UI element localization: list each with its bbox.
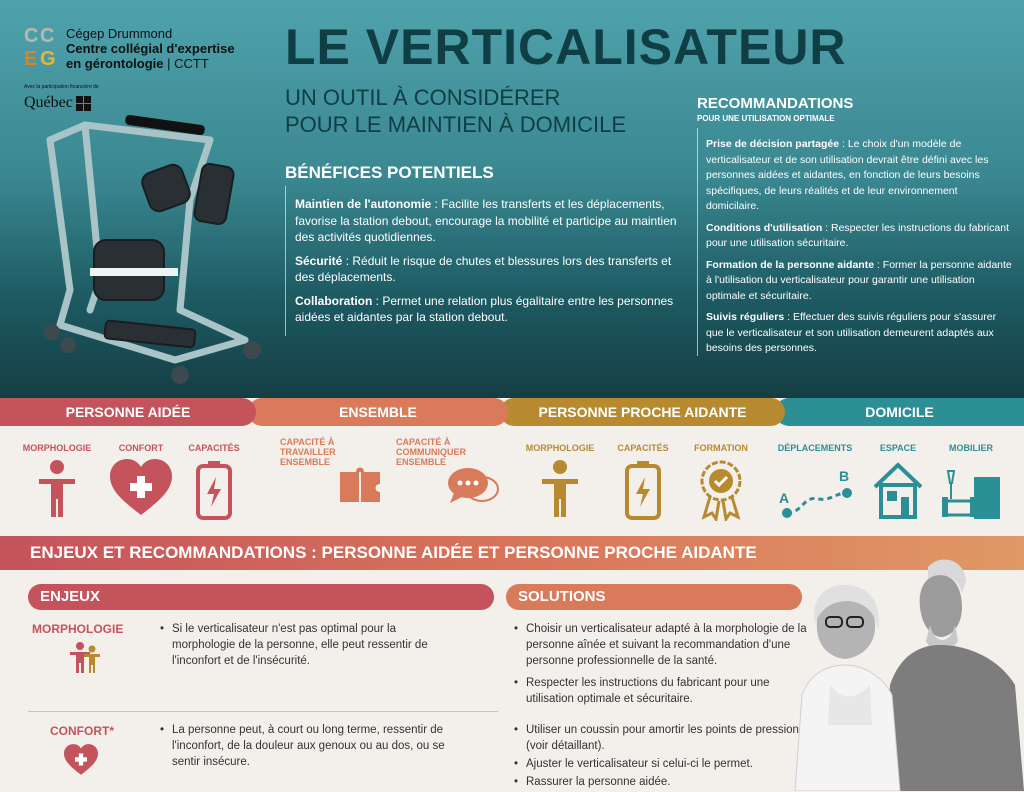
row-label-confort: CONFORT* xyxy=(50,724,114,738)
enjeu-item: • Si le verticalisateur n'est pas optimal pour la morphologie de la personne, elle peut ressentir de l'inconfort et de l'insécurité. xyxy=(160,621,460,669)
category-domicile: DOMICILE xyxy=(775,398,1024,426)
icon-capacites-aidante xyxy=(612,443,674,523)
fleur-de-lis-icon xyxy=(76,96,91,111)
icon-mobilier xyxy=(938,443,1004,523)
icon-capacite-communiquer xyxy=(396,437,466,467)
solutions-confort xyxy=(514,722,804,792)
page-subtitle xyxy=(285,84,685,138)
logo-line-1: Cégep Drummond xyxy=(66,26,173,41)
point-b-label: B xyxy=(839,468,850,484)
benefit-item: Sécurité : Réduit le risque de chutes et blessures lors des transferts et des déplacements. xyxy=(295,253,672,284)
category-ensemble: ENSEMBLE xyxy=(248,398,508,426)
couple-photo xyxy=(790,545,1024,791)
ccg-logo: C C E G Cégep Drummond Centre collégial d'expertise en gérontologie | CCTT xyxy=(24,25,235,71)
category-personne-aidee: PERSONNE AIDÉE xyxy=(0,398,256,426)
icon-label: FORMATION xyxy=(694,443,748,453)
recommendation-item: Formation de la personne aidante : Former la personne aidante à l'utilisation du verticalisateur pour garantir une utilisation optimale et sécuritaire. xyxy=(706,258,1012,302)
subtitle-line-1: UN OUTIL À CONSIDÉRER xyxy=(285,85,561,110)
icon-capacite-travailler xyxy=(280,437,350,467)
enjeu-item: • La personne peut, à court ou long terme, ressentir de l'inconfort, de la douleur aux genoux ou au dos, ou se sentir insécure. xyxy=(160,722,460,770)
recommendations-heading: RECOMMANDATIONS xyxy=(697,95,854,112)
icon-confort-aidee xyxy=(108,443,174,519)
recommendations-subheading: POUR UNE UTILISATION OPTIMALE xyxy=(697,114,835,123)
icon-label: MORPHOLOGIE xyxy=(525,443,595,453)
icon-label: CAPACITÉ À COMMUNIQUER ENSEMBLE xyxy=(396,437,466,467)
partner-note: Avec la participation financière de xyxy=(24,84,99,90)
quebec-wordmark: Québec xyxy=(24,94,73,111)
icon-morphologie-aidante xyxy=(520,443,600,523)
recommendation-item: Suivis réguliers : Effectuer des suivis réguliers pour s'assurer que le verticalisateur et son utilisation demeurent adaptés aux besoins des personnes. xyxy=(706,311,997,354)
recommendation-item: Prise de décision partagée : Le choix d'un modèle de verticalisateur et de son utilisation devrait être défini avec les personnes aidées et aidantes, en fonction de leurs besoins spécifiques, de leurs réalités et de leur environnement domicilaire. xyxy=(706,138,989,212)
benefit-item: Maintien de l'autonomie : Facilite les transferts et les déplacements, favorise la station debout, encourage la mobilité et participe au maintien des activités quotidiennes. xyxy=(295,197,677,244)
icon-capacites-aidee xyxy=(183,443,245,523)
solution-item: • Rassurer la personne aidée. xyxy=(514,774,804,790)
recommendation-item: Conditions d'utilisation : Respecter les instructions du fabricant pour une utilisation sécuritaire. xyxy=(706,221,1009,249)
enjeux-banner: ENJEUX ET RECOMMANDATIONS : PERSONNE AIDÉE ET PERSONNE PROCHE AIDANTE xyxy=(0,536,1024,570)
icon-label: MOBILIER xyxy=(949,443,993,453)
award-icon xyxy=(698,459,744,521)
icon-label: MORPHOLOGIE xyxy=(22,443,92,453)
puzzle-icon xyxy=(336,464,384,504)
icon-label: CAPACITÉS xyxy=(617,443,669,453)
house-icon xyxy=(873,459,923,521)
solutions-pill: SOLUTIONS xyxy=(506,584,802,610)
solution-item: • Ajuster le verticalisateur si celui-ci le permet. xyxy=(514,756,804,772)
logo-letter: C xyxy=(24,25,39,47)
heart-plus-icon xyxy=(64,744,98,776)
subtitle-line-2: POUR LE MAINTIEN À DOMICILE xyxy=(285,112,627,137)
logo-letter: E xyxy=(24,47,38,70)
icon-label: DÉPLACEMENTS xyxy=(777,443,853,453)
enjeu-morphologie xyxy=(160,621,460,675)
person-icon xyxy=(37,459,77,521)
logo-cctt: CCTT xyxy=(174,56,209,71)
enjeu-confort xyxy=(160,722,460,776)
row-label-morphologie: MORPHOLOGIE xyxy=(32,622,124,636)
logo-line-2: Centre collégial d'expertise xyxy=(66,41,235,56)
icon-deplacements xyxy=(770,443,860,523)
benefit-item: Collaboration : Permet une relation plus égalitaire entre les personnes aidées et aidantes par la station debout. xyxy=(295,293,674,324)
solution-item: • Utiliser un coussin pour amortir les points de pression (voir détaillant). xyxy=(514,722,804,754)
recommendations-list xyxy=(706,137,1012,363)
battery-icon xyxy=(623,459,663,521)
category-personne-proche-aidante: PERSONNE PROCHE AIDANTE xyxy=(500,398,785,426)
icon-label: CONFORT xyxy=(118,443,164,453)
stand-up-lift-illustration xyxy=(30,110,270,395)
solutions-morphologie xyxy=(514,621,810,713)
solution-item: • Choisir un verticalisateur adapté à la morphologie de la personne aînée et suivant la recommandation d'une personne professionnelle de la santé. xyxy=(514,621,810,669)
furniture-icon xyxy=(940,459,1002,521)
route-a-b-icon xyxy=(773,459,857,521)
page-title: LE VERTICALISATEUR xyxy=(285,19,847,75)
benefits-list xyxy=(295,196,685,333)
solution-item: • Respecter les instructions du fabricant pour une utilisation optimale et sécuritaire. xyxy=(514,675,810,707)
logo-letter: C xyxy=(40,25,55,47)
logo-line-3: en gérontologie xyxy=(66,56,164,71)
recommendations-rule xyxy=(697,128,698,356)
battery-icon xyxy=(194,459,234,521)
two-people-icon xyxy=(68,641,102,675)
benefits-heading: BÉNÉFICES POTENTIELS xyxy=(285,163,494,182)
heart-plus-icon xyxy=(110,459,172,517)
point-a-label: A xyxy=(779,490,790,506)
logo-letter: G xyxy=(40,47,56,70)
icon-formation xyxy=(685,443,757,523)
enjeux-pill: ENJEUX xyxy=(28,584,494,610)
icon-morphologie-aidee xyxy=(18,443,96,523)
icon-label: CAPACITÉS xyxy=(188,443,240,453)
logo-mark xyxy=(24,26,56,71)
icon-espace xyxy=(868,443,928,523)
row-separator xyxy=(28,711,498,712)
chat-bubbles-icon xyxy=(446,465,500,507)
icon-label: CAPACITÉ À TRAVAILLER ENSEMBLE xyxy=(280,437,336,467)
icon-label: ESPACE xyxy=(879,443,917,453)
person-icon xyxy=(540,459,580,521)
